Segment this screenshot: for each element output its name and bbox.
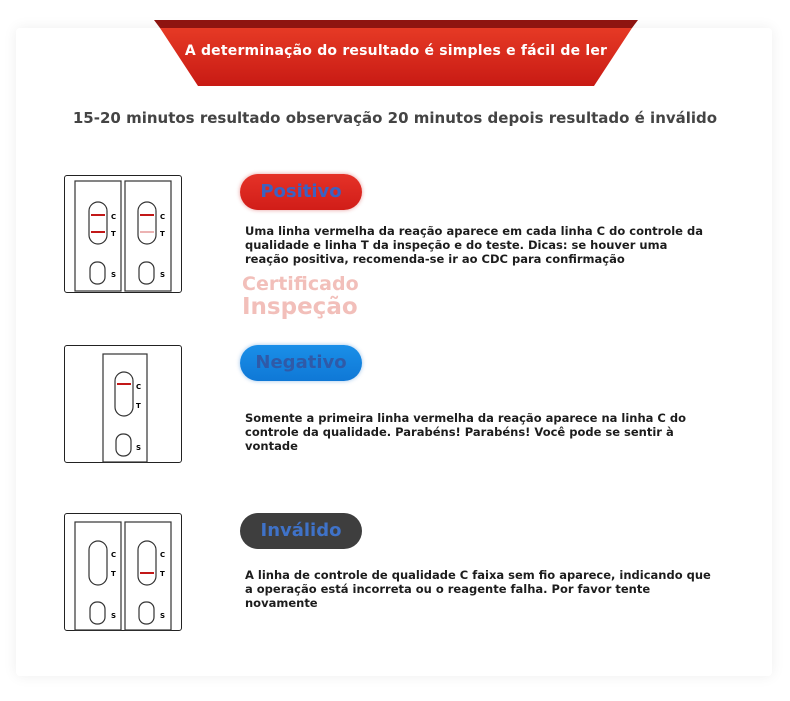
c-label: C <box>111 213 117 221</box>
invalid-badge: Inválido <box>240 513 362 549</box>
t-label: T <box>111 230 116 238</box>
test-cassette <box>103 354 147 462</box>
invalid-test-illustration <box>64 513 182 631</box>
c-label: C <box>111 551 117 559</box>
c-label: C <box>160 551 166 559</box>
invalid-description: A linha de controle de qualidade C faixa sem fio aparece, indicando que a operação está incorreta ou o reagente falha. Por favor tente novamente <box>245 568 711 610</box>
negative-description: Somente a primeira linha vermelha da reação aparece na linha C do controle da qualidade. Parabéns! Parabéns! Você pode se sentir à vontade <box>245 411 686 453</box>
t-label: T <box>111 570 116 578</box>
banner-title: A determinação do resultado é simples e fácil de ler <box>184 43 608 59</box>
c-label: C <box>160 213 166 221</box>
watermark-inspection: Inspeção <box>242 294 358 320</box>
c-label: C <box>136 383 142 391</box>
positive-test-illustration <box>64 175 182 293</box>
s-label: S <box>111 271 117 279</box>
t-label: T <box>160 230 165 238</box>
test-cassette <box>75 181 121 291</box>
s-label: S <box>111 612 117 620</box>
negative-test-illustration <box>64 345 182 463</box>
t-label: T <box>160 570 165 578</box>
s-label: S <box>136 444 142 452</box>
watermark-certified: Certificado <box>242 273 359 295</box>
positive-badge: Positivo <box>240 174 362 210</box>
negative-badge: Negativo <box>240 345 362 381</box>
positive-description: Uma linha vermelha da reação aparece em cada linha C do controle da qualidade e linha T da inspeção e do teste. Dicas: se houver uma reação positiva, recomenda-se ir ao CDC para confirmação <box>245 224 703 266</box>
s-label: S <box>160 271 166 279</box>
s-label: S <box>160 612 166 620</box>
header-banner <box>154 20 638 86</box>
test-cassette <box>125 181 171 291</box>
t-label: T <box>136 402 141 410</box>
page-subtitle: 15-20 minutos resultado observação 20 minutos depois resultado é inválido <box>72 109 718 127</box>
test-cassette <box>75 522 121 630</box>
test-cassette <box>125 522 171 630</box>
